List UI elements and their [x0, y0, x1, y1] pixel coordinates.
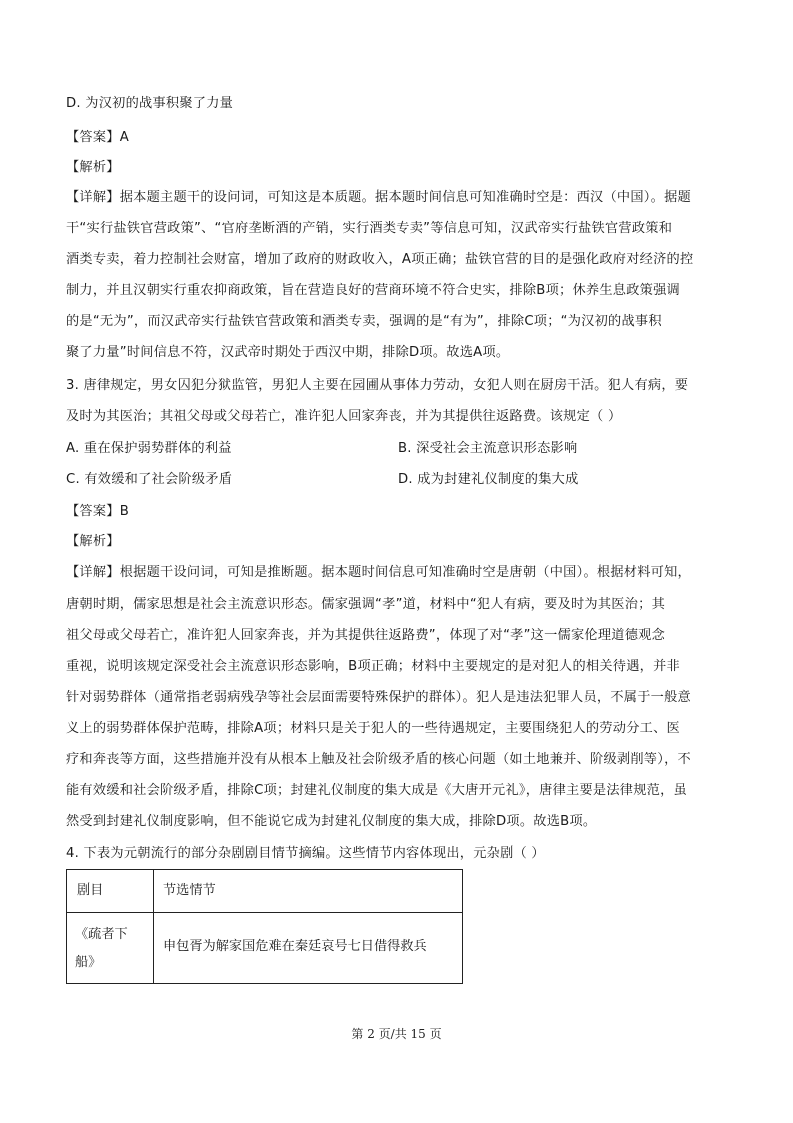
q2-detail-line: 【详解】据本题主题干的设问词，可知这是本质题。据本题时间信息可知准确时空是：西汉（中国）。据题 — [66, 190, 691, 205]
q4-plot-table — [66, 869, 463, 984]
q3-detail-line: 疗和奔丧等方面，这些措施并没有从根本上触及社会阶级矛盾的核心问题（如土地兼并、阶级剥削等），不 — [66, 752, 691, 767]
q3-option-b: B. 深受社会主流意识形态影响 — [398, 441, 578, 456]
q3-detail-line: 重视，说明该规定深受社会主流意识形态影响，B项正确；材料中主要规定的是对犯人的相关待遇，并非 — [66, 659, 680, 674]
q3-option-d: D. 成为封建礼仪制度的集大成 — [398, 472, 579, 487]
q3-stem-line: 及时为其医治；其祖父母或父母若亡，准许犯人回家奔丧，并为其提供往返路费。该规定（ ） — [66, 409, 622, 424]
page-footer: 第 2 页/共 15 页 — [351, 1027, 442, 1041]
q2-detail-line: 聚了力量”时间信息不符，汉武帝时期处于西汉中期，排除D项。故选A项。 — [66, 345, 510, 360]
q2-detail-line: 酒类专卖，着力控制社会财富，增加了政府的财政收入，A项正确；盐铁官营的目的是强化政府对经济的控 — [66, 252, 694, 267]
q4-stem: 4. 下表为元朝流行的部分杂剧剧目情节摘编。这些情节内容体现出，元杂剧（ ） — [66, 846, 545, 861]
q3-answer: 【答案】B — [66, 504, 130, 519]
q3-detail-line: 祖父母或父母若亡，准许犯人回家奔丧，并为其提供往返路费”，体现了对“孝”这一儒家伦理道德观念 — [66, 628, 666, 643]
q3-detail-line: 唐朝时期，儒家思想是社会主流意识形态。儒家强调“孝”道，材料中“犯人有病，要及时为其医治；其 — [66, 597, 666, 612]
table-cell-title-line1: 《疏者下 — [75, 927, 128, 942]
table-header-row — [67, 870, 462, 913]
q3-analysis-label: 【解析】 — [66, 534, 120, 549]
option-d-previous: D. 为汉初的战事积聚了力量 — [66, 96, 234, 111]
table-cell-title-line2: 船》 — [75, 955, 102, 970]
table-header-plot: 节选情节 — [163, 883, 216, 898]
q3-option-c: C. 有效缓和了社会阶级矛盾 — [66, 472, 233, 487]
q3-detail-line: 能有效缓和社会阶级矛盾，排除C项；封建礼仪制度的集大成是《大唐开元礼》，唐律主要是法律规范，虽 — [66, 783, 687, 798]
q2-detail-line: 制力，并且汉朝实行重农抑商政策，旨在营造良好的营商环境不符合史实，排除B项；休养生息政策强调 — [66, 283, 680, 298]
q3-option-a: A. 重在保护弱势群体的利益 — [66, 441, 232, 456]
q2-detail-line: 的是“无为”，而汉武帝实行盐铁官营政策和酒类专卖，强调的是“有为”，排除C项；“为汉初的战事积 — [66, 314, 662, 329]
table-header-title: 剧目 — [77, 883, 104, 898]
q3-stem-line: 3. 唐律规定，男女囚犯分狱监管，男犯人主要在园圃从事体力劳动，女犯人则在厨房干活。犯人有病，要 — [66, 378, 689, 393]
q3-detail-line: 义上的弱势群体保护范畴，排除A项；材料只是关于犯人的一些待遇规定，主要围绕犯人的劳动分工、医 — [66, 721, 680, 736]
q2-detail-line: 干“实行盐铁官营政策”、“官府垄断酒的产销，实行酒类专卖”等信息可知，汉武帝实行盐铁官营政策和 — [66, 221, 673, 236]
q3-detail-line: 然受到封建礼仪制度影响，但不能说它成为封建礼仪制度的集大成，排除D项。故选B项。 — [66, 814, 597, 829]
q2-analysis-label: 【解析】 — [66, 160, 120, 175]
q3-detail-line: 针对弱势群体（通常指老弱病残孕等社会层面需要特殊保护的群体）。犯人是违法犯罪人员，不属于一般意 — [66, 690, 691, 705]
q2-answer: 【答案】A — [66, 130, 130, 145]
table-row — [67, 912, 462, 984]
q3-detail-line: 【详解】根据题干设问词，可知是推断题。据本题时间信息可知准确时空是唐朝（中国）。根据材料可知， — [66, 565, 691, 580]
table-cell-plot: 申包胥为解家国危难在秦廷哀号七日借得救兵 — [163, 939, 427, 954]
